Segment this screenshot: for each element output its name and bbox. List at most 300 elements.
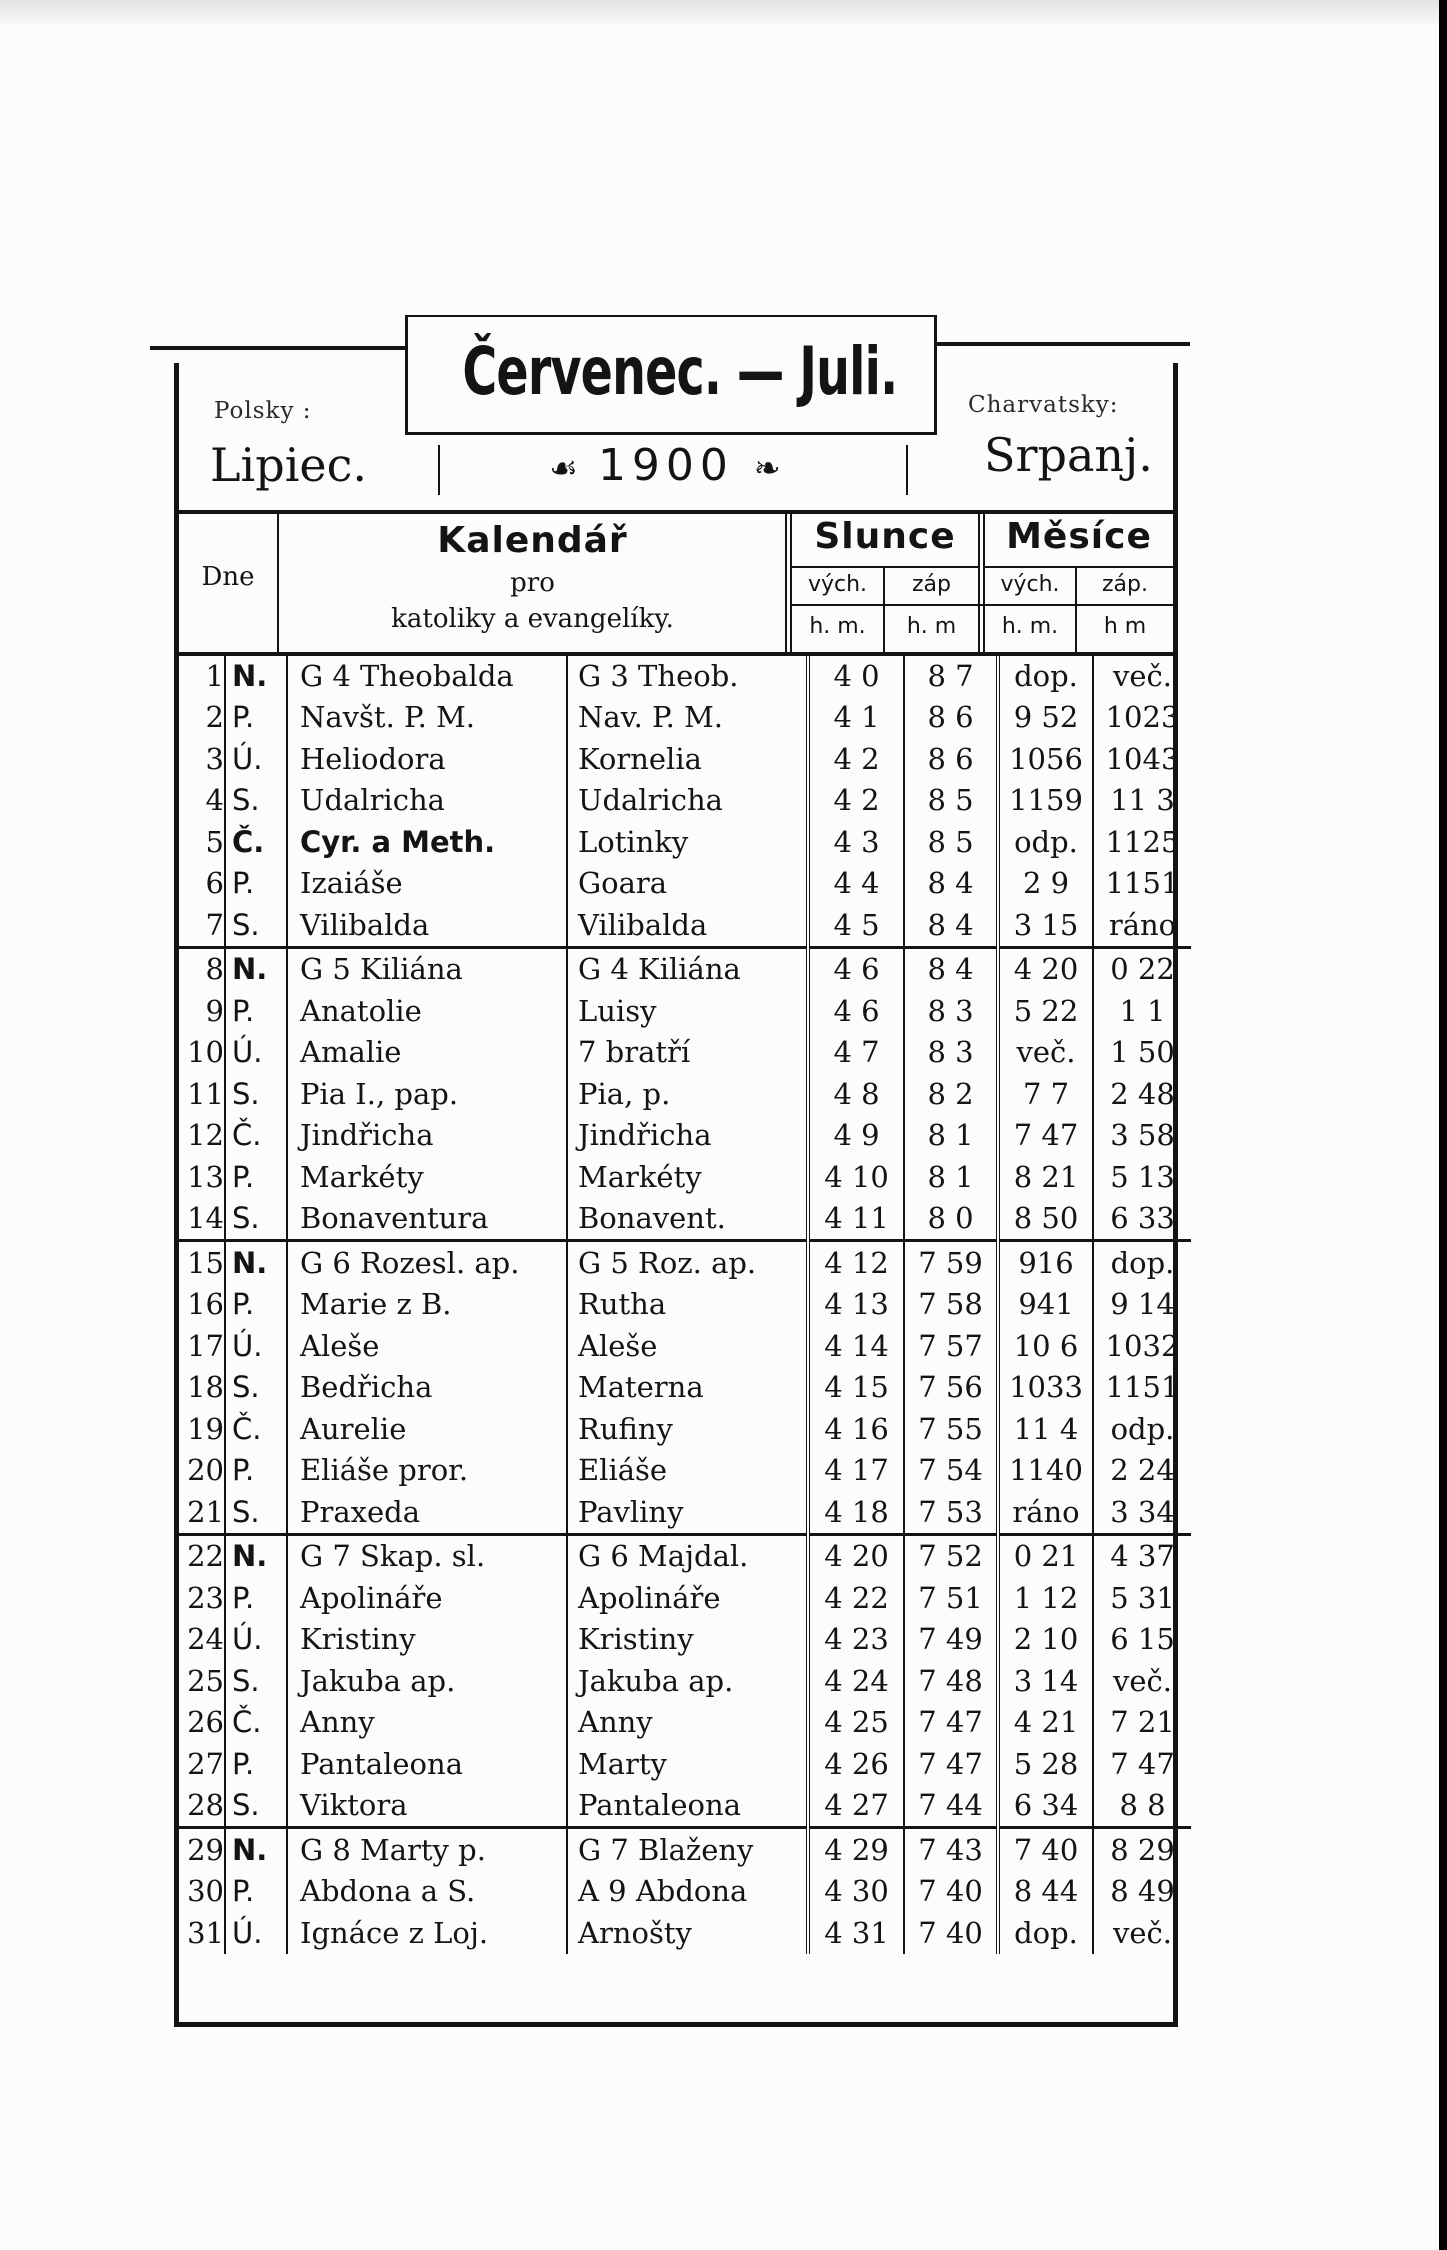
- day-number: 1: [205, 658, 224, 693]
- ornament-right-icon: ❧: [753, 449, 781, 487]
- weekday: P.: [225, 1156, 287, 1198]
- polish-month: Lipiec.: [210, 438, 368, 492]
- catholic-name: G 8 Marty p.: [287, 1828, 567, 1871]
- day-number: 2: [205, 700, 224, 735]
- sunrise: 4 14: [808, 1325, 904, 1367]
- catholic-name: Aleše: [287, 1325, 567, 1367]
- day-number: 29: [179, 1828, 225, 1871]
- evangelical-name: G 7 Blaženy: [567, 1828, 808, 1871]
- title-box: [405, 315, 937, 435]
- pro-header: pro: [510, 568, 555, 598]
- catholic-name: Apolináře: [287, 1577, 567, 1619]
- calendar-row: [179, 1828, 1191, 1871]
- evangelical-name: Vilibalda: [567, 904, 808, 947]
- sunrise: 4 24: [808, 1660, 904, 1702]
- catholic-name: Heliodora: [287, 738, 567, 780]
- sunset: 7 52: [904, 1534, 998, 1577]
- moonrise: 0 21: [998, 1534, 1093, 1577]
- moonrise: 1033: [998, 1367, 1093, 1409]
- weekday: Ú.: [225, 1912, 287, 1954]
- sunrise: 4 20: [808, 1534, 904, 1577]
- moonset: 8 8: [1093, 1785, 1191, 1828]
- day-number: 17: [187, 1328, 224, 1363]
- sunrise: 4 17: [808, 1450, 904, 1492]
- moonrise: 9 52: [998, 697, 1093, 739]
- evangelical-name: Apolináře: [567, 1577, 808, 1619]
- moonrise: 10 6: [998, 1325, 1093, 1367]
- weekday: Ú.: [225, 1619, 287, 1661]
- sunrise: 4 9: [808, 1115, 904, 1157]
- evangelical-name: Kristiny: [567, 1619, 808, 1661]
- calendar-row: [179, 1032, 1191, 1074]
- calendar-row: [179, 990, 1191, 1032]
- sunset: 7 53: [904, 1491, 998, 1534]
- croatian-label: Charvatsky:: [968, 392, 1119, 418]
- day-number: 11: [187, 1076, 224, 1111]
- moonrise: 2 10: [998, 1619, 1093, 1661]
- sunrise: 4 22: [808, 1577, 904, 1619]
- sunrise: 4 3: [808, 821, 904, 863]
- moonrise: 8 21: [998, 1156, 1093, 1198]
- moonrise: 1140: [998, 1450, 1093, 1492]
- calendar-row: [179, 1619, 1191, 1661]
- catholic-name: Udalricha: [287, 780, 567, 822]
- header-vrule-3a: [978, 514, 980, 656]
- day-number: 9: [205, 993, 224, 1028]
- day-number: 26: [187, 1705, 224, 1740]
- moonrise: 1056: [998, 738, 1093, 780]
- catholic-name: Bedřicha: [287, 1367, 567, 1409]
- weekday: P.: [225, 863, 287, 905]
- sunset: 7 49: [904, 1619, 998, 1661]
- moonset: 1 50: [1093, 1032, 1191, 1074]
- calendar-row: [179, 1743, 1191, 1785]
- weekday: N.: [225, 947, 287, 990]
- sunset: 7 55: [904, 1408, 998, 1450]
- moonset: 1125: [1093, 821, 1191, 863]
- weekday: N.: [225, 655, 287, 697]
- moonrise: 6 34: [998, 1785, 1093, 1828]
- sunrise: 4 5: [808, 904, 904, 947]
- calendar-row: [179, 738, 1191, 780]
- weekday: P.: [225, 990, 287, 1032]
- catholic-name: Navšt. P. M.: [287, 697, 567, 739]
- header-vrule-1: [277, 514, 279, 656]
- units-3: h. m.: [1001, 614, 1059, 639]
- sunset: 7 48: [904, 1660, 998, 1702]
- moonset: več.: [1093, 1660, 1191, 1702]
- moonrise: odp.: [998, 821, 1093, 863]
- moonset: 2 24: [1093, 1450, 1191, 1492]
- day-number: 28: [187, 1788, 224, 1823]
- moonset: 1151: [1093, 1367, 1191, 1409]
- moonset: 11 3: [1093, 780, 1191, 822]
- day-number: 21: [187, 1494, 224, 1529]
- moonset: 0 22: [1093, 947, 1191, 990]
- catholic-name: G 5 Kiliána: [287, 947, 567, 990]
- header-rule-left: [150, 346, 408, 350]
- sunset: 8 7: [904, 655, 998, 697]
- evangelical-name: Rufiny: [567, 1408, 808, 1450]
- moonrise: 7 47: [998, 1115, 1093, 1157]
- sunset: 7 56: [904, 1367, 998, 1409]
- katoliky-header: katoliky a evangelíky.: [391, 604, 674, 634]
- moonset: 3 58: [1093, 1115, 1191, 1157]
- sunrise: 4 30: [808, 1871, 904, 1913]
- evangelical-name: Bonavent.: [567, 1198, 808, 1241]
- sunset: 8 1: [904, 1115, 998, 1157]
- calendar-row: [179, 1284, 1191, 1326]
- sunrise: 4 13: [808, 1284, 904, 1326]
- moonset: 5 31: [1093, 1577, 1191, 1619]
- page-right-edge: [1439, 0, 1447, 2250]
- sunrise: 4 26: [808, 1743, 904, 1785]
- weekday: P.: [225, 1871, 287, 1913]
- weekday: S.: [225, 1367, 287, 1409]
- calendar-row: [179, 1702, 1191, 1744]
- day-number: 4: [205, 783, 224, 818]
- sunrise: 4 8: [808, 1073, 904, 1115]
- weekday: S.: [225, 1660, 287, 1702]
- sunrise: 4 25: [808, 1702, 904, 1744]
- evangelical-name: Lotinky: [567, 821, 808, 863]
- evangelical-name: Pavliny: [567, 1491, 808, 1534]
- moonset: 1032: [1093, 1325, 1191, 1367]
- evangelical-name: G 4 Kiliána: [567, 947, 808, 990]
- evangelical-name: 7 bratří: [567, 1032, 808, 1074]
- evangelical-name: Marty: [567, 1743, 808, 1785]
- moonset: 4 37: [1093, 1534, 1191, 1577]
- calendar-row: [179, 1660, 1191, 1702]
- moonrise: 8 44: [998, 1871, 1093, 1913]
- evangelical-name: Nav. P. M.: [567, 697, 808, 739]
- sunset: 8 4: [904, 904, 998, 947]
- sunrise: 4 29: [808, 1828, 904, 1871]
- day-number: 31: [187, 1915, 224, 1950]
- mesice-zap-header: záp.: [1102, 572, 1148, 597]
- sunrise: 4 0: [808, 655, 904, 697]
- kalendar-header: Kalendář: [437, 520, 628, 561]
- evangelical-name: G 5 Roz. ap.: [567, 1241, 808, 1284]
- day-number: 6: [205, 866, 224, 901]
- calendar-row: [179, 655, 1191, 697]
- weekday: Č.: [225, 1408, 287, 1450]
- sunset: 8 5: [904, 780, 998, 822]
- calendar-row: [179, 1156, 1191, 1198]
- sunrise: 4 27: [808, 1785, 904, 1828]
- catholic-name: Marie z B.: [287, 1284, 567, 1326]
- moonrise: 941: [998, 1284, 1093, 1326]
- catholic-name: Pantaleona: [287, 1743, 567, 1785]
- header-vrule-2a: [785, 514, 787, 656]
- day-number: 3: [205, 741, 224, 776]
- calendar-row: [179, 821, 1191, 863]
- calendar-row: [179, 1115, 1191, 1157]
- calendar-row: [179, 1367, 1191, 1409]
- moonrise: 5 22: [998, 990, 1093, 1032]
- moonset: več.: [1093, 655, 1191, 697]
- weekday: Č.: [225, 1702, 287, 1744]
- weekday: S.: [225, 780, 287, 822]
- evangelical-name: A 9 Abdona: [567, 1871, 808, 1913]
- day-number: 7: [205, 907, 224, 942]
- evangelical-name: Markéty: [567, 1156, 808, 1198]
- moonset: 6 33: [1093, 1198, 1191, 1241]
- calendar-row: [179, 1408, 1191, 1450]
- sunset: 8 0: [904, 1198, 998, 1241]
- mesice-header: Měsíce: [1006, 516, 1152, 557]
- weekday: P.: [225, 1743, 287, 1785]
- sunrise: 4 31: [808, 1912, 904, 1954]
- weekday: Ú.: [225, 1325, 287, 1367]
- sunset: 7 58: [904, 1284, 998, 1326]
- catholic-name: Cyr. a Meth.: [287, 821, 567, 863]
- sunset: 8 5: [904, 821, 998, 863]
- weekday: Č.: [225, 821, 287, 863]
- calendar-row: [179, 904, 1191, 947]
- evangelical-name: Kornelia: [567, 738, 808, 780]
- sunset: 8 4: [904, 947, 998, 990]
- moonrise: 5 28: [998, 1743, 1093, 1785]
- day-number: 25: [187, 1663, 224, 1698]
- sunset: 8 1: [904, 1156, 998, 1198]
- catholic-name: Izaiáše: [287, 863, 567, 905]
- catholic-name: Jakuba ap.: [287, 1660, 567, 1702]
- sunset: 8 6: [904, 697, 998, 739]
- day-number: 30: [187, 1874, 224, 1909]
- weekday: P.: [225, 1284, 287, 1326]
- sunrise: 4 12: [808, 1241, 904, 1284]
- moonrise: ráno: [998, 1491, 1093, 1534]
- weekday: P.: [225, 697, 287, 739]
- catholic-name: Anny: [287, 1702, 567, 1744]
- evangelical-name: G 6 Majdal.: [567, 1534, 808, 1577]
- evangelical-name: Anny: [567, 1702, 808, 1744]
- evangelical-name: Udalricha: [567, 780, 808, 822]
- day-number: 18: [187, 1370, 224, 1405]
- calendar-row: [179, 947, 1191, 990]
- year-line: [455, 440, 875, 491]
- day-number: 10: [187, 1035, 224, 1070]
- dne-header: Dne: [201, 562, 255, 592]
- moon-subrule: [983, 566, 1173, 568]
- catholic-name: G 4 Theobalda: [287, 655, 567, 697]
- page-top-edge: [0, 0, 1447, 26]
- slunce-zap-header: záp: [912, 572, 951, 597]
- day-number: 19: [187, 1411, 224, 1446]
- calendar-row: [179, 697, 1191, 739]
- evangelical-name: Luisy: [567, 990, 808, 1032]
- weekday: Ú.: [225, 1032, 287, 1074]
- moonrise: več.: [998, 1032, 1093, 1074]
- moonrise: 4 20: [998, 947, 1093, 990]
- sunrise: 4 11: [808, 1198, 904, 1241]
- moonset: 1151: [1093, 863, 1191, 905]
- catholic-name: Aurelie: [287, 1408, 567, 1450]
- sunset: 7 59: [904, 1241, 998, 1284]
- units-1: h. m.: [809, 614, 866, 639]
- evangelical-name: Pantaleona: [567, 1785, 808, 1828]
- evangelical-name: Goara: [567, 863, 808, 905]
- calendar-row: [179, 1785, 1191, 1828]
- moonset: več.: [1093, 1912, 1191, 1954]
- weekday: S.: [225, 1073, 287, 1115]
- moonset: 5 13: [1093, 1156, 1191, 1198]
- calendar-row: [179, 1198, 1191, 1241]
- weekday: P.: [225, 1450, 287, 1492]
- moonrise: 916: [998, 1241, 1093, 1284]
- moonset: 2 48: [1093, 1073, 1191, 1115]
- sunrise: 4 4: [808, 863, 904, 905]
- weekday: N.: [225, 1828, 287, 1871]
- moonrise: 1159: [998, 780, 1093, 822]
- evangelical-name: G 3 Theob.: [567, 655, 808, 697]
- sunrise: 4 6: [808, 990, 904, 1032]
- calendar-row: [179, 1073, 1191, 1115]
- moonrise: 3 14: [998, 1660, 1093, 1702]
- catholic-name: Eliáše pror.: [287, 1450, 567, 1492]
- day-number: 27: [187, 1746, 224, 1781]
- sunset: 7 44: [904, 1785, 998, 1828]
- moonset: 1023: [1093, 697, 1191, 739]
- year-rule-right: [906, 445, 908, 495]
- moonrise: dop.: [998, 1912, 1093, 1954]
- catholic-name: Ignáce z Loj.: [287, 1912, 567, 1954]
- day-number: 14: [187, 1201, 224, 1236]
- evangelical-name: Jindřicha: [567, 1115, 808, 1157]
- moonrise: 3 15: [998, 904, 1093, 947]
- moonset: dop.: [1093, 1241, 1191, 1284]
- units-2: h. m: [906, 614, 957, 639]
- sunset: 7 54: [904, 1450, 998, 1492]
- sunrise: 4 10: [808, 1156, 904, 1198]
- sunrise: 4 7: [808, 1032, 904, 1074]
- calendar-row: [179, 780, 1191, 822]
- catholic-name: Pia I., pap.: [287, 1073, 567, 1115]
- day-number: 13: [187, 1159, 224, 1194]
- moonset: odp.: [1093, 1408, 1191, 1450]
- sunrise: 4 23: [808, 1619, 904, 1661]
- evangelical-name: Pia, p.: [567, 1073, 808, 1115]
- calendar-row: [179, 1450, 1191, 1492]
- sunset: 8 3: [904, 990, 998, 1032]
- sunset: 8 3: [904, 1032, 998, 1074]
- day-number: 23: [187, 1580, 224, 1615]
- mesice-vych-header: vých.: [1000, 572, 1060, 597]
- moonrise: 2 9: [998, 863, 1093, 905]
- sunset: 8 2: [904, 1073, 998, 1115]
- calendar-row: [179, 1912, 1191, 1954]
- catholic-name: Jindřicha: [287, 1115, 567, 1157]
- sunset: 7 47: [904, 1702, 998, 1744]
- catholic-name: Anatolie: [287, 990, 567, 1032]
- evangelical-name: Arnošty: [567, 1912, 808, 1954]
- day-number: 22: [179, 1534, 225, 1577]
- day-number: 15: [179, 1241, 225, 1284]
- sunrise: 4 1: [808, 697, 904, 739]
- moonset: 7 21: [1093, 1702, 1191, 1744]
- weekday: S.: [225, 1491, 287, 1534]
- evangelical-name: Aleše: [567, 1325, 808, 1367]
- sunset: 8 6: [904, 738, 998, 780]
- calendar-row: [179, 863, 1191, 905]
- sunset: 8 4: [904, 863, 998, 905]
- evangelical-name: Materna: [567, 1367, 808, 1409]
- day-number: 8: [179, 947, 225, 990]
- calendar-table: [179, 655, 1191, 1954]
- moonrise: 11 4: [998, 1408, 1093, 1450]
- moonset: 8 29: [1093, 1828, 1191, 1871]
- catholic-name: Markéty: [287, 1156, 567, 1198]
- day-number: 24: [187, 1622, 224, 1657]
- catholic-name: Viktora: [287, 1785, 567, 1828]
- weekday: N.: [225, 1241, 287, 1284]
- sunrise: 4 15: [808, 1367, 904, 1409]
- sunrise: 4 16: [808, 1408, 904, 1450]
- moonset: 1 1: [1093, 990, 1191, 1032]
- evangelical-name: Rutha: [567, 1284, 808, 1326]
- moonset: 9 14: [1093, 1284, 1191, 1326]
- year: 1900: [597, 440, 734, 491]
- slunce-header: Slunce: [814, 516, 956, 557]
- catholic-name: G 7 Skap. sl.: [287, 1534, 567, 1577]
- ornament-left-icon: ☙: [549, 449, 578, 487]
- sunrise: 4 2: [808, 780, 904, 822]
- weekday: N.: [225, 1534, 287, 1577]
- moonset: 6 15: [1093, 1619, 1191, 1661]
- catholic-name: Praxeda: [287, 1491, 567, 1534]
- calendar-row: [179, 1325, 1191, 1367]
- weekday: S.: [225, 904, 287, 947]
- calendar-row: [179, 1871, 1191, 1913]
- sunset: 7 47: [904, 1743, 998, 1785]
- evangelical-name: Eliáše: [567, 1450, 808, 1492]
- sunrise: 4 2: [808, 738, 904, 780]
- sunset: 7 57: [904, 1325, 998, 1367]
- header-top-rule: [179, 510, 1173, 514]
- sunset: 7 43: [904, 1828, 998, 1871]
- moonset: 3 34: [1093, 1491, 1191, 1534]
- day-number: 5: [205, 824, 224, 859]
- day-number: 12: [187, 1118, 224, 1153]
- sunset: 7 40: [904, 1912, 998, 1954]
- evangelical-name: Jakuba ap.: [567, 1660, 808, 1702]
- catholic-name: Bonaventura: [287, 1198, 567, 1241]
- weekday: S.: [225, 1785, 287, 1828]
- day-number: 20: [187, 1453, 224, 1488]
- moonset: 1043: [1093, 738, 1191, 780]
- catholic-name: G 6 Rozesl. ap.: [287, 1241, 567, 1284]
- sunrise: 4 6: [808, 947, 904, 990]
- slunce-vych-header: vých.: [807, 572, 868, 597]
- units-rule: [790, 604, 1173, 606]
- sun-subrule: [790, 566, 978, 568]
- calendar-row: [179, 1534, 1191, 1577]
- day-number: 16: [187, 1287, 224, 1322]
- moonrise: dop.: [998, 655, 1093, 697]
- moonrise: 8 50: [998, 1198, 1093, 1241]
- weekday: Ú.: [225, 738, 287, 780]
- polish-label: Polsky :: [214, 398, 312, 424]
- catholic-name: Vilibalda: [287, 904, 567, 947]
- catholic-name: Kristiny: [287, 1619, 567, 1661]
- units-4: h m: [1103, 614, 1147, 639]
- moonset: ráno: [1093, 904, 1191, 947]
- weekday: S.: [225, 1198, 287, 1241]
- header-rule-right: [935, 342, 1190, 346]
- moonset: 8 49: [1093, 1871, 1191, 1913]
- moonrise: 7 7: [998, 1073, 1093, 1115]
